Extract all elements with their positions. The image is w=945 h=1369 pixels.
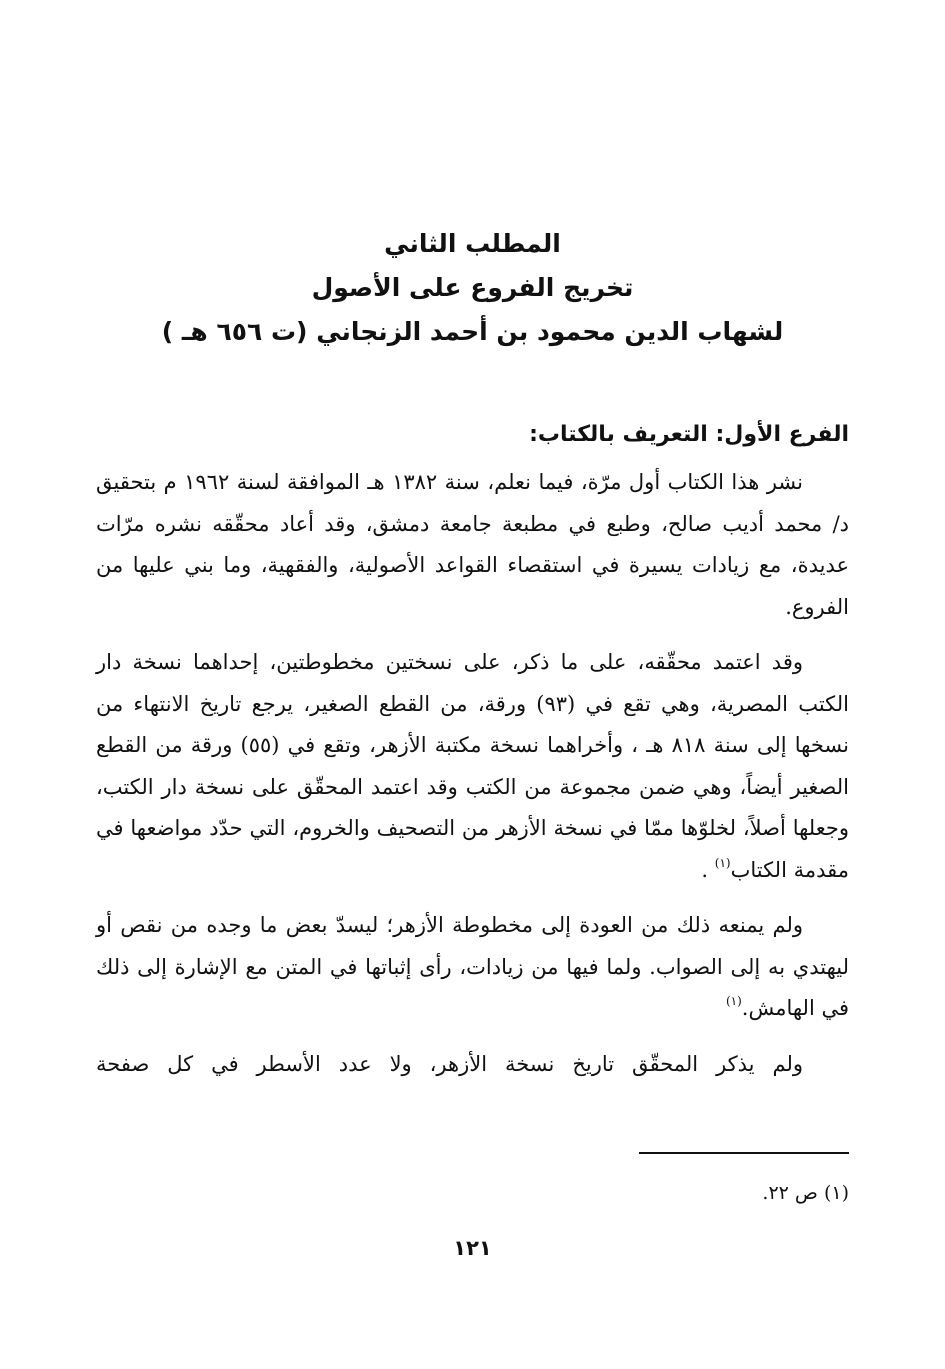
footnote-reference[interactable]: (١) <box>725 994 742 1008</box>
footnote: (١) ص ٢٢. <box>762 1182 849 1204</box>
paragraph-4-text: ولم يذكر المحقّق تاريخ نسخة الأزهر، ولا عدد الأسطر في كل صفحة <box>96 1051 803 1076</box>
footnote-reference[interactable]: (١) <box>714 855 731 870</box>
page-number: ١٢١ <box>453 1236 492 1260</box>
paragraph-2 <box>96 642 849 891</box>
paragraph-4 <box>96 1044 849 1086</box>
heading-line-2: تخريج الفروع على الأصول <box>311 273 634 302</box>
paragraph-1-text: نشر هذا الكتاب أول مرّة، فيما نعلم، سنة ١٣٨٢ هـ الموافقة لسنة ١٩٦٢ م بتحقيق د/ محمد أديب صالح، وطبع في مطبعة جامعة دمشق، وقد أعاد محقّقه نشره مرّات عديدة، مع زيادات يسيرة في استقصاء القواعد الأصولية، والفقهية، وما بني عليها من الفروع. <box>96 470 849 619</box>
paragraph-3 <box>96 905 849 1030</box>
paragraph-2-end: . <box>701 857 715 882</box>
section-title: الفرع الأول: التعريف بالكتاب: <box>529 422 849 447</box>
paragraph-3-text: ولم يمنعه ذلك من العودة إلى مخطوطة الأزهر؛ ليسدّ بعض ما وجده من نقص أو ليهتدي به إلى الصواب. ولما فيها من زيادات، رأى إثباتها في المتن مع الإشارة إلى ذلك في الهامش. <box>96 913 849 1020</box>
paragraph-1 <box>96 462 849 628</box>
body-text <box>96 462 849 1099</box>
chapter-headings <box>150 222 795 354</box>
heading-line-1: المطلب الثاني <box>384 229 561 258</box>
footnote-divider <box>639 1152 849 1154</box>
paragraph-2-text: وقد اعتمد محقّقه، على ما ذكر، على نسختين مخطوطتين، إحداهما نسخة دار الكتب المصرية، وهي تقع في (٩٣) ورقة، من القطع الصغير، يرجع تاريخ الانتهاء من نسخها إلى سنة ٨١٨ هـ ، وأخراهما نسخة مكتبة الأزهر، وتقع في (٥٥) ورقة من القطع الصغير أيضاً، وهي ضمن مجموعة من الكتب وقد اعتمد المحقّق على نسخة دار الكتب، وجعلها أصلاً، لخلوّها ممّا في نسخة الأزهر من التصحيف والخروم، التي حدّد مواضعها في مقدمة الكتاب <box>96 650 849 882</box>
heading-line-3: لشهاب الدين محمود بن أحمد الزنجاني (ت ٦٥٦ هـ ) <box>161 317 784 346</box>
